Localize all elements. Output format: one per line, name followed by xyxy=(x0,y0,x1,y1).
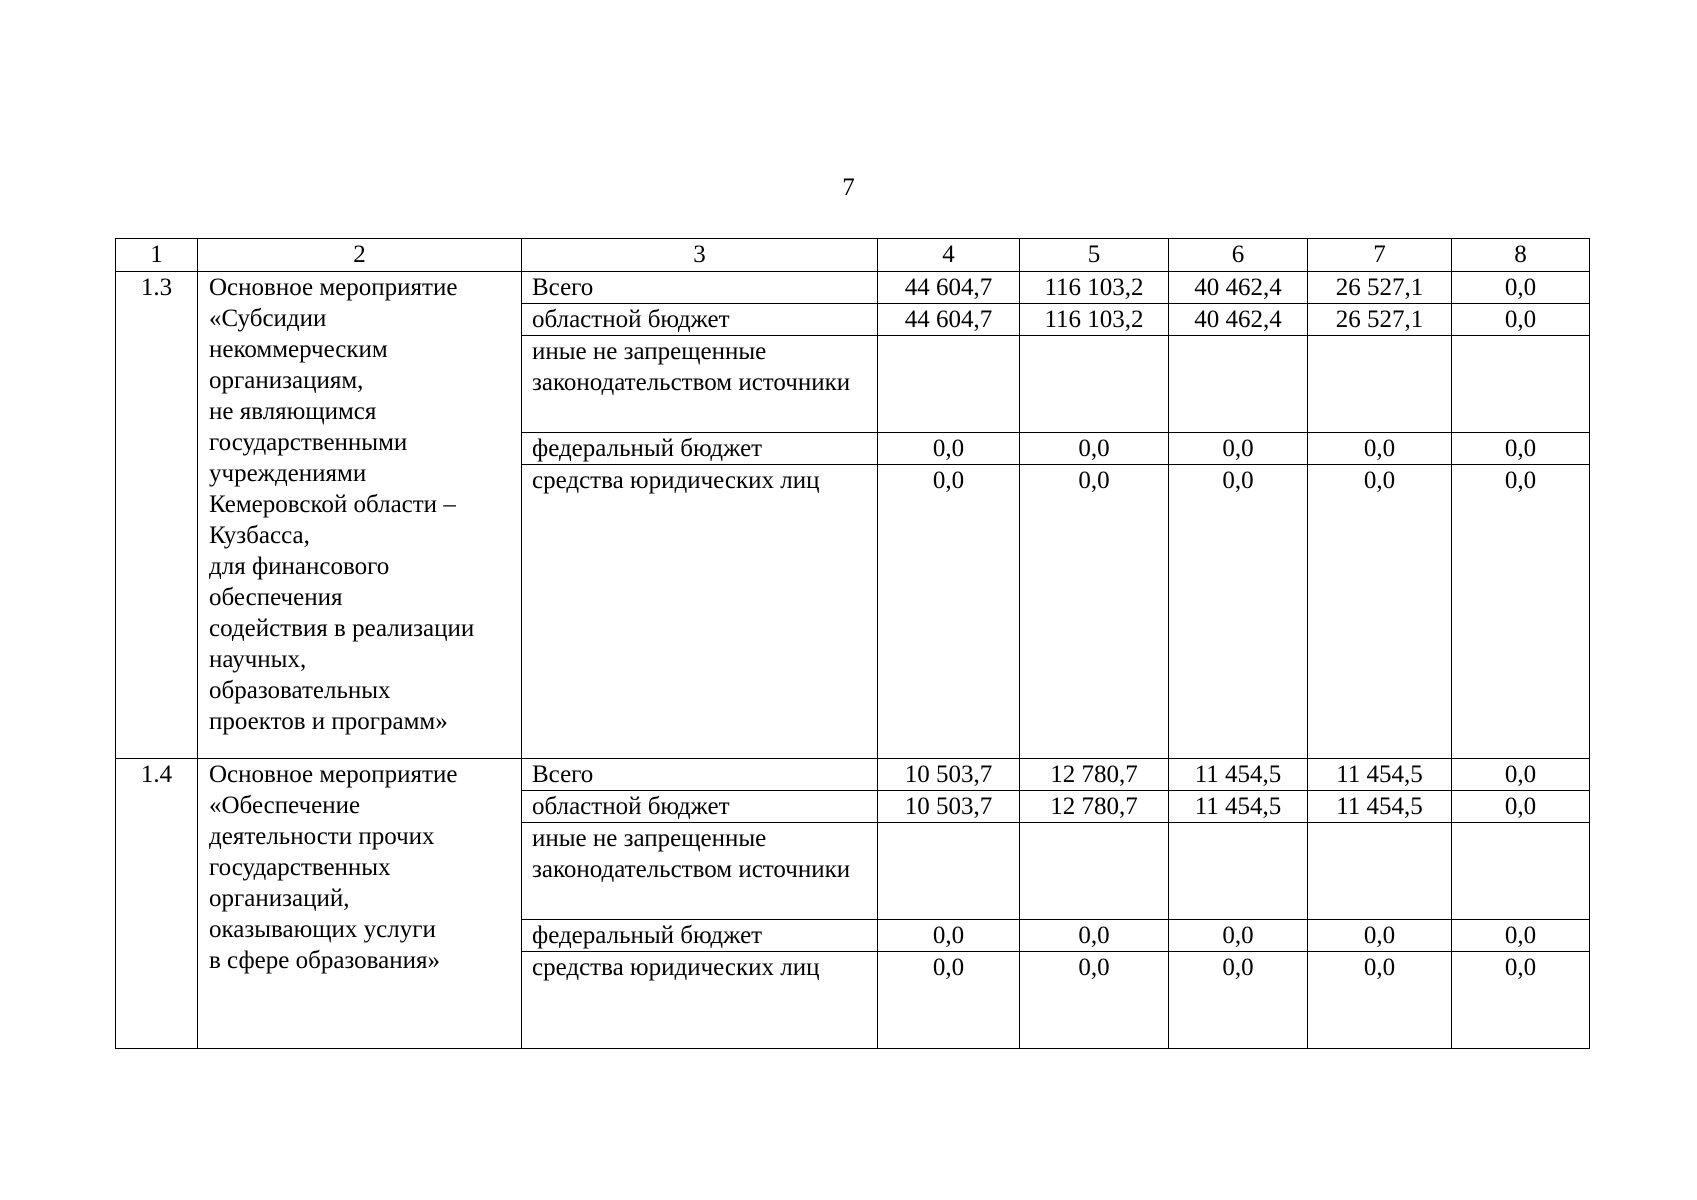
value-cell: 0,0 xyxy=(1452,791,1590,823)
value-cell: 0,0 xyxy=(1452,433,1590,465)
source-label: Всего xyxy=(522,272,878,304)
value-cell: 0,0 xyxy=(1452,952,1590,1049)
value-cell: 0,0 xyxy=(878,433,1020,465)
value-cell: 44 604,7 xyxy=(878,304,1020,336)
value-cell: 0,0 xyxy=(1169,465,1308,759)
value-cell: 0,0 xyxy=(878,465,1020,759)
value-cell xyxy=(878,336,1020,433)
value-cell xyxy=(1020,823,1169,920)
value-cell: 0,0 xyxy=(1452,272,1590,304)
budget-table xyxy=(115,238,1590,1049)
value-cell: 0,0 xyxy=(1308,952,1452,1049)
table-row xyxy=(116,272,1590,304)
value-cell: 0,0 xyxy=(1308,433,1452,465)
value-cell xyxy=(1452,823,1590,920)
value-cell: 0,0 xyxy=(1308,465,1452,759)
value-cell: 44 604,7 xyxy=(878,272,1020,304)
value-cell xyxy=(878,823,1020,920)
column-header: 7 xyxy=(1308,239,1452,272)
row-number: 1.3 xyxy=(116,272,198,759)
value-cell xyxy=(1169,336,1308,433)
value-cell xyxy=(1020,336,1169,433)
activity-name-text: Основное мероприятие «Субсидии некоммерческим организациям, не являющимся государственными учреждениями Кемеровской области – Кузбасса, для финансового обеспечения содействия в реализации научных, образовательных проектов и программ» xyxy=(209,274,475,735)
value-cell: 0,0 xyxy=(1452,920,1590,952)
source-label: областной бюджет xyxy=(522,304,878,336)
value-cell: 11 454,5 xyxy=(1169,759,1308,791)
value-cell: 0,0 xyxy=(1169,433,1308,465)
column-header: 8 xyxy=(1452,239,1590,272)
activity-name xyxy=(198,272,522,759)
value-cell: 26 527,1 xyxy=(1308,272,1452,304)
value-cell: 116 103,2 xyxy=(1020,304,1169,336)
column-header: 5 xyxy=(1020,239,1169,272)
value-cell: 12 780,7 xyxy=(1020,791,1169,823)
source-label: федеральный бюджет xyxy=(522,920,878,952)
source-label: иные не запрещенные законодательством источники xyxy=(522,336,878,433)
row-number: 1.4 xyxy=(116,759,198,1049)
value-cell xyxy=(1452,336,1590,433)
value-cell xyxy=(1308,336,1452,433)
page-number: 7 xyxy=(842,174,855,201)
activity-name xyxy=(198,759,522,1049)
table-row xyxy=(116,759,1590,791)
value-cell: 11 454,5 xyxy=(1308,759,1452,791)
value-cell: 0,0 xyxy=(1308,920,1452,952)
source-label: средства юридических лиц xyxy=(522,465,878,759)
header-row xyxy=(116,239,1590,272)
value-cell: 0,0 xyxy=(1452,759,1590,791)
activity-name-text: Основное мероприятие «Обеспечение деятельности прочих государственных организаций, оказывающих услуги в сфере образования» xyxy=(209,761,458,974)
value-cell: 0,0 xyxy=(1169,920,1308,952)
value-cell: 0,0 xyxy=(1020,920,1169,952)
source-label: Всего xyxy=(522,759,878,791)
value-cell: 0,0 xyxy=(1020,952,1169,1049)
value-cell: 10 503,7 xyxy=(878,759,1020,791)
value-cell xyxy=(1308,823,1452,920)
value-cell: 0,0 xyxy=(878,952,1020,1049)
value-cell: 40 462,4 xyxy=(1169,272,1308,304)
column-header: 3 xyxy=(522,239,878,272)
value-cell: 116 103,2 xyxy=(1020,272,1169,304)
column-header: 4 xyxy=(878,239,1020,272)
column-header: 1 xyxy=(116,239,198,272)
value-cell: 11 454,5 xyxy=(1308,791,1452,823)
value-cell: 10 503,7 xyxy=(878,791,1020,823)
source-label: областной бюджет xyxy=(522,791,878,823)
value-cell: 26 527,1 xyxy=(1308,304,1452,336)
source-label: средства юридических лиц xyxy=(522,952,878,1049)
value-cell: 40 462,4 xyxy=(1169,304,1308,336)
source-label: иные не запрещенные законодательством источники xyxy=(522,823,878,920)
value-cell: 0,0 xyxy=(878,920,1020,952)
value-cell: 11 454,5 xyxy=(1169,791,1308,823)
value-cell xyxy=(1169,823,1308,920)
column-header: 6 xyxy=(1169,239,1308,272)
value-cell: 0,0 xyxy=(1020,433,1169,465)
value-cell: 12 780,7 xyxy=(1020,759,1169,791)
value-cell: 0,0 xyxy=(1452,465,1590,759)
value-cell: 0,0 xyxy=(1452,304,1590,336)
source-label: федеральный бюджет xyxy=(522,433,878,465)
value-cell: 0,0 xyxy=(1020,465,1169,759)
column-header: 2 xyxy=(198,239,522,272)
value-cell: 0,0 xyxy=(1169,952,1308,1049)
